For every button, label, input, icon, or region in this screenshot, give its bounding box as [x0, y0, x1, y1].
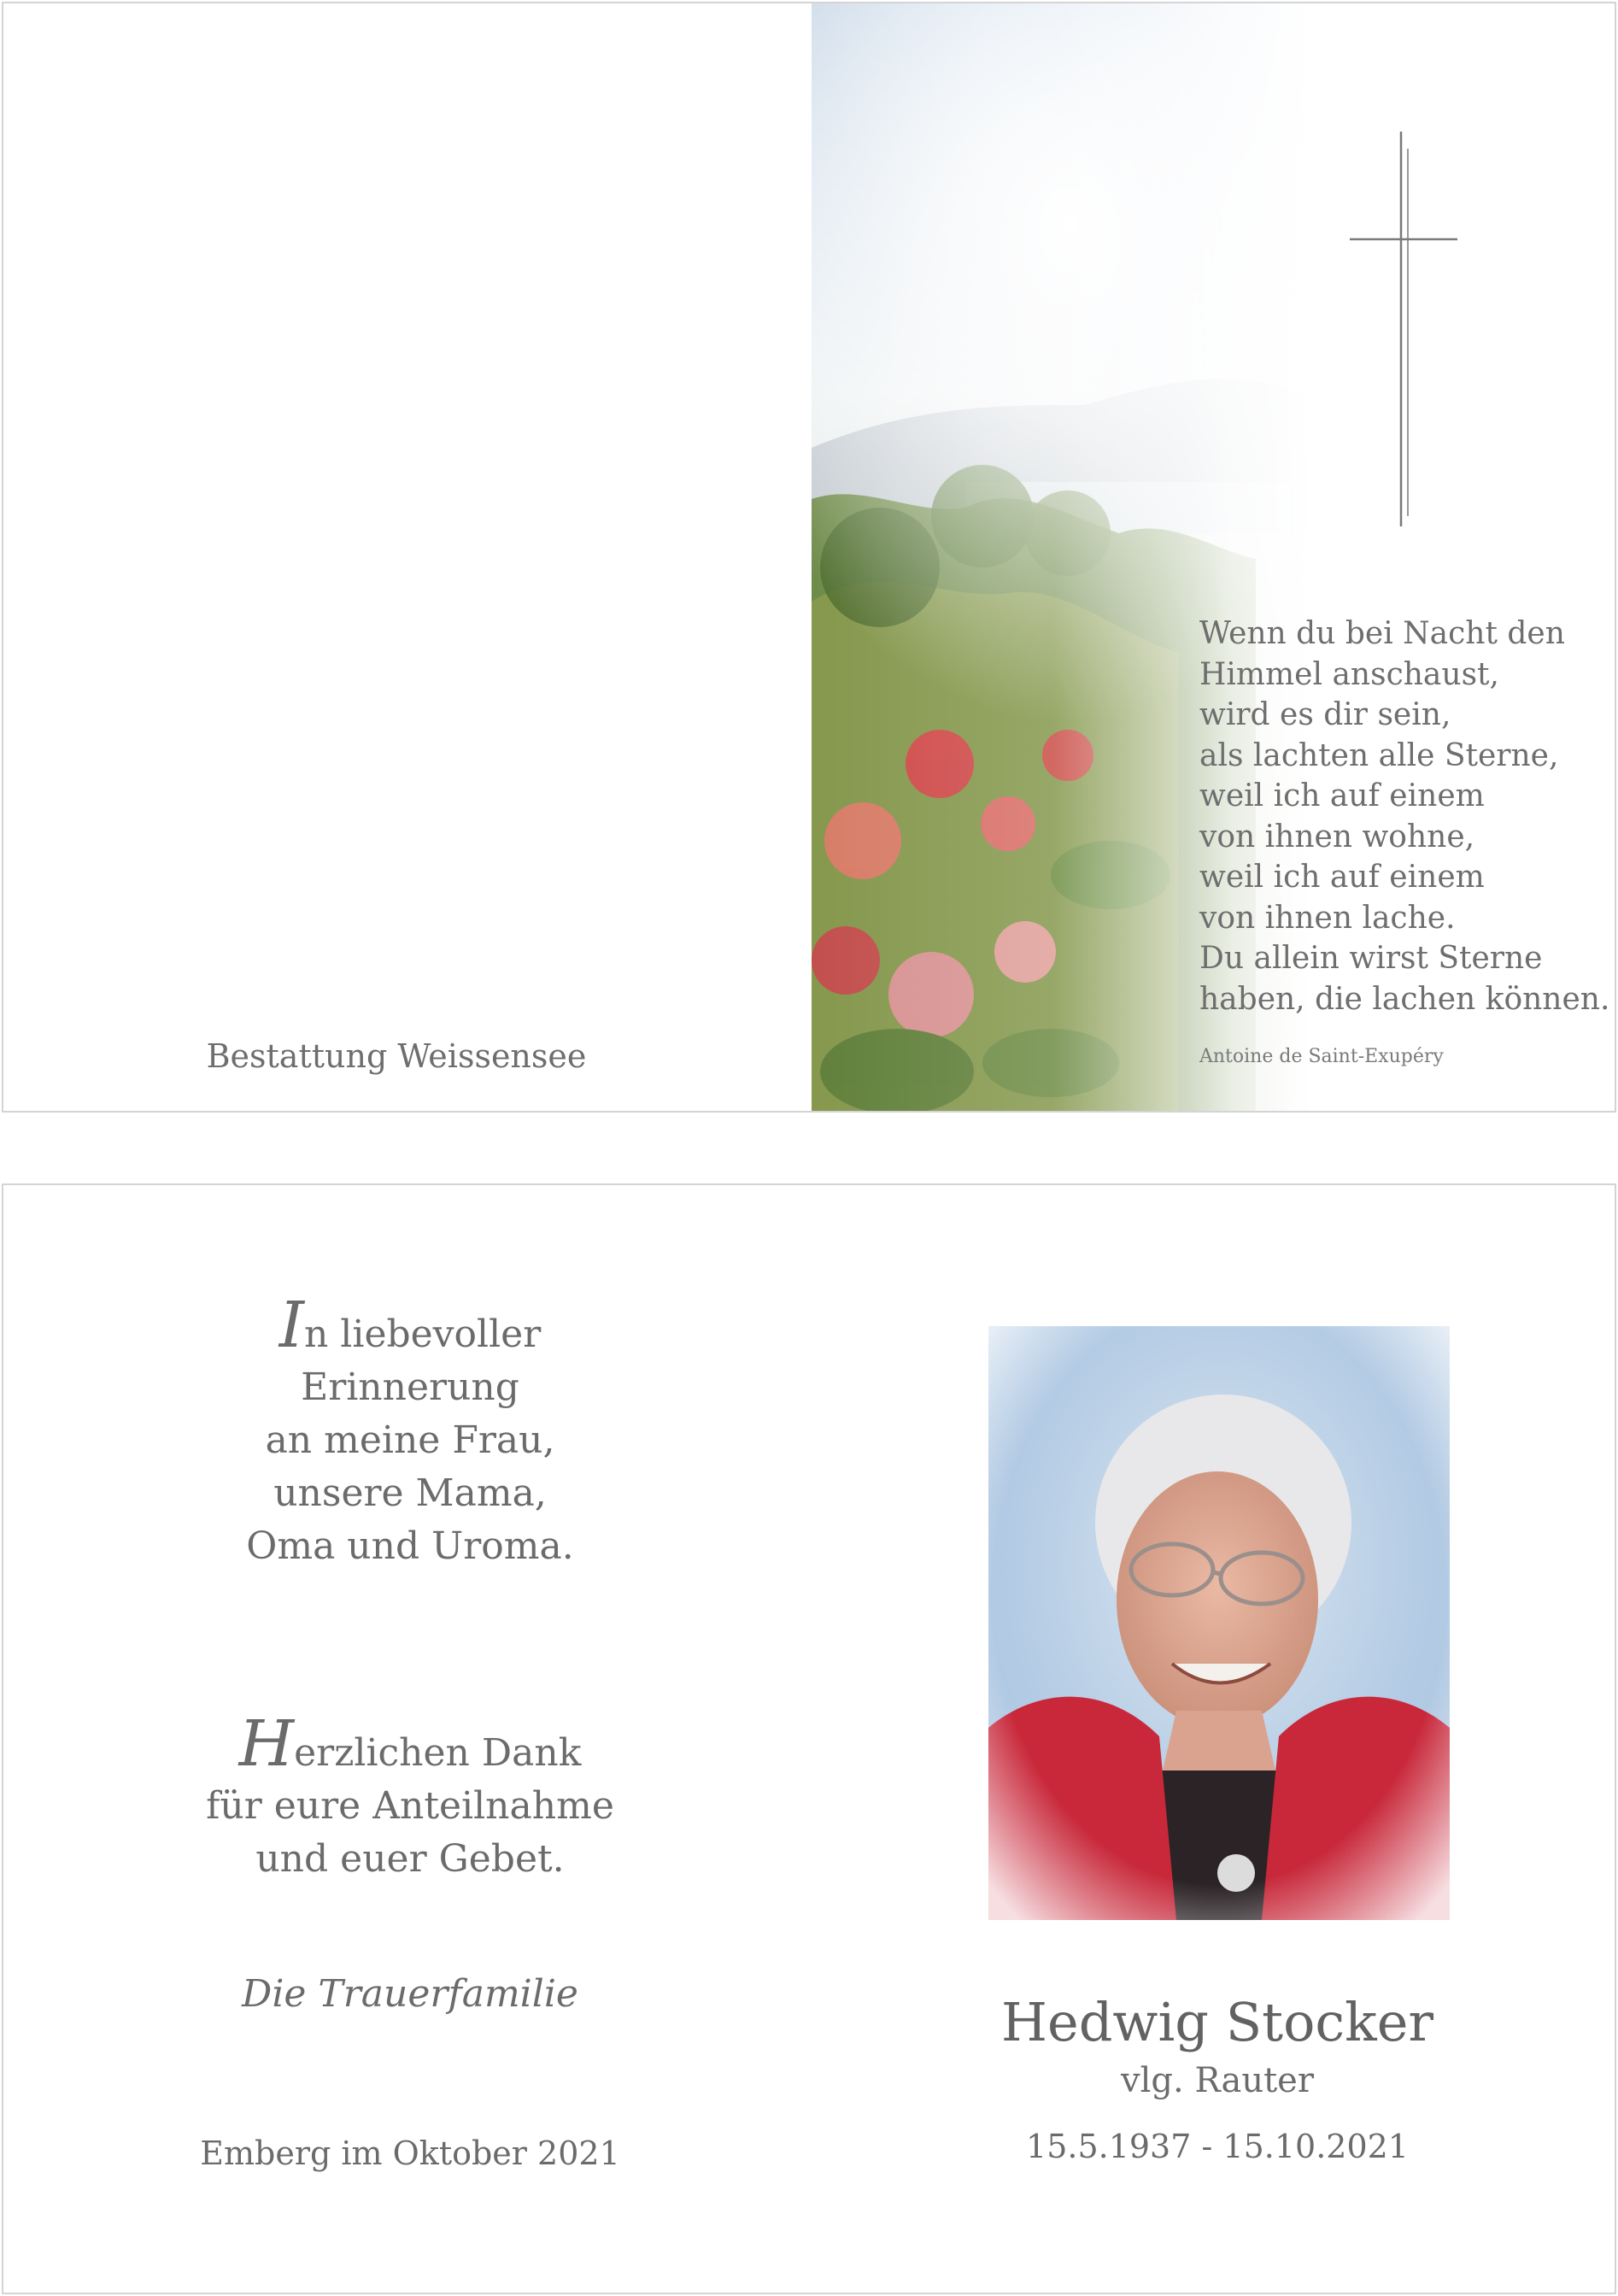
memory-initial: I: [278, 1289, 304, 1362]
memory-text: [171, 1289, 649, 1573]
deceased-name: Hedwig Stocker: [1000, 1991, 1434, 2053]
poem-line: wird es dir sein,: [1199, 697, 1451, 732]
funeral-home-name: Bestattung Weissensee: [206, 1037, 587, 1075]
memory-line: an meine Frau,: [265, 1418, 555, 1462]
thanks-initial: H: [238, 1707, 295, 1781]
poem-line: als lachten alle Sterne,: [1199, 737, 1559, 773]
poem-line: Himmel anschaust,: [1199, 656, 1499, 692]
family-signature: Die Trauerfamilie: [242, 1972, 578, 2016]
poem-line: von ihnen wohne,: [1199, 819, 1475, 854]
place-date: Emberg im Oktober 2021: [200, 2135, 620, 2172]
memory-line: unsere Mama,: [273, 1471, 547, 1515]
memory-first-line: n liebevoller: [303, 1312, 542, 1356]
poem-author: Antoine de Saint-Exupéry: [1199, 1046, 1444, 1067]
poem-line: weil ich auf einem: [1199, 860, 1485, 895]
thanks-line: und euer Gebet.: [255, 1837, 565, 1881]
poem-line: Wenn du bei Nacht den: [1199, 616, 1565, 651]
thanks-text: [171, 1707, 649, 1886]
poem-line: Du allein wirst Sterne: [1199, 941, 1543, 976]
memory-line: Oma und Uroma.: [246, 1524, 574, 1568]
thanks-line: für eure Anteilnahme: [206, 1784, 614, 1828]
portrait-photo: [988, 1326, 1450, 1920]
poem-line: von ihnen lache.: [1199, 900, 1456, 936]
poem-line: weil ich auf einem: [1199, 778, 1485, 813]
poem: [1199, 614, 1610, 1019]
deceased-vulgo: vlg. Rauter: [1121, 2061, 1314, 2100]
poem-line: haben, die lachen können.: [1199, 981, 1610, 1017]
life-dates: 15.5.1937 - 15.10.2021: [1026, 2128, 1409, 2165]
memory-line: Erinnerung: [301, 1365, 519, 1409]
thanks-first-line: erzlichen Dank: [294, 1731, 582, 1775]
cross-icon: [1348, 132, 1459, 526]
